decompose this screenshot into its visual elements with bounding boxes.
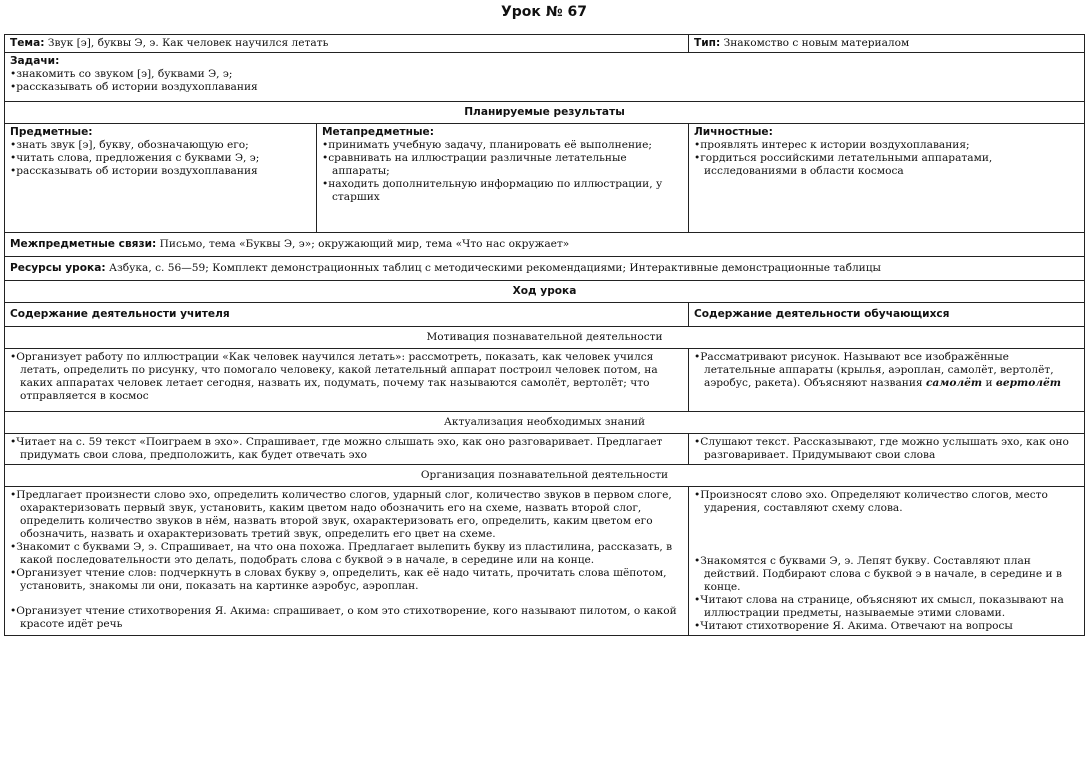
topic-value: Звук [э], буквы Э, э. Как человек научился летать [47,37,329,49]
students-activity-text: Рассматривают рисунок. Называют все изображённые летательные аппараты (крылья, аэроплан, самолёт, вертолёт, аэробус, ракета). Объясняют названия [700,351,1054,389]
stage-content-row [5,487,1085,636]
course-columns-row [5,303,1085,327]
topic-cell [5,35,689,53]
result-item: • сравнивать на иллюстрации различные летательные аппараты; [322,152,683,178]
personal-results-list [694,139,1079,178]
meta-results-cell [317,124,689,233]
students-activity-item: • Произносят слово эхо. Определяют количество слогов, место ударения, составляют схему слова. [694,489,1079,515]
result-item: • проявлять интерес к истории воздухоплавания; [694,139,1079,152]
students-activity-list [694,351,1079,390]
teacher-activity-cell [5,487,689,636]
students-activity-item: • Слушают текст. Рассказывают, где можно услышать эхо, как оно разговаривает. Придумывают свои слова [694,436,1079,462]
subject-results-cell [5,124,317,233]
result-item: • находить дополнительную информацию по иллюстрации, у старших [322,178,683,204]
tasks-list [10,68,1079,94]
interdisciplinary-row [5,233,1085,257]
teacher-activity-item: • Предлагает произнести слово эхо, определить количество слогов, ударный слог, количество звуков в первом слоге, охарактеризовать первый звук, установить, каким цветом надо обозначить его на схеме, назвать второй слог, определить количество звуков в нём, назвать второй звук, охарактеризовать его, определить, каким цветом его обозначить, назвать и охарактеризовать третий звук, определить его цвет на схеме. [10,489,683,541]
students-activity-item: • Читают слова на странице, объясняют их смысл, показывают на иллюстрации предметы, называемые этими словами. [694,594,1079,620]
students-activity-cell [689,434,1085,465]
students-activity-list [694,489,1079,633]
students-activity-item: • Знакомятся с буквами Э, э. Лепят букву. Составляют план действий. Подбирают слова с буквой э в начале, в середине и в конце. [694,555,1079,594]
stage-title: Мотивация познавательной деятельности [5,327,1085,349]
stage-title: Актуализация необходимых знаний [5,412,1085,434]
result-item: • знать звук [э], букву, обозначающую его; [10,139,311,152]
stage-content-row [5,434,1085,465]
resources-cell [5,257,1085,281]
conjunction-text: и [985,377,993,389]
stage-title-row [5,327,1085,349]
students-activity-cell [689,349,1085,412]
result-item: • рассказывать об истории воздухоплавания [10,165,311,178]
stage-title-row [5,412,1085,434]
teacher-activity-item: • Знакомит с буквами Э, э. Спрашивает, на что она похожа. Предлагает вылепить букву из пластилина, рассказать, в какой последовательности это делать, подобрать слова с буквой э в начале, в середине или на конце. [10,541,683,567]
subject-results-list [10,139,311,178]
planned-results-row [5,124,1085,233]
lesson-table [4,34,1085,636]
teacher-activity-cell [5,434,689,465]
teacher-column-header: Содержание деятельности учителя [5,303,689,327]
tasks-label: Задачи: [10,55,60,67]
topic-row [5,35,1085,53]
teacher-activity-list [10,436,683,462]
teacher-activity-item: • Читает на с. 59 текст «Поиграем в эхо». Спрашивает, где можно слышать эхо, как оно разговаривает. Предлагает придумать свои слова, предположить, как будет отвечать эхо [10,436,683,462]
stage-title-row [5,465,1085,487]
students-activity-item [694,351,1079,390]
task-item: • знакомить со звуком [э], буквами Э, э; [10,68,1079,81]
tasks-row [5,53,1085,102]
course-header: Ход урока [5,281,1085,303]
course-header-row [5,281,1085,303]
teacher-activity-list [10,351,683,403]
planned-results-header: Планируемые результаты [5,102,1085,124]
type-label: Тип: [694,37,721,49]
result-item: • принимать учебную задачу, планировать её выполнение; [322,139,683,152]
type-cell [689,35,1085,53]
page-title: Урок № 67 [500,4,587,20]
planned-results-header-row [5,102,1085,124]
topic-label: Тема: [10,37,45,49]
students-column-header: Содержание деятельности обучающихся [689,303,1085,327]
teacher-activity-list [10,489,683,631]
interdisciplinary-label: Межпредметные связи: [10,238,157,250]
resources-row [5,257,1085,281]
subject-results-label: Предметные: [10,126,93,138]
students-activity-list [694,436,1079,462]
resources-label: Ресурсы урока: [10,262,106,274]
meta-results-label: Метапредметные: [322,126,434,138]
interdisciplinary-cell [5,233,1085,257]
resources-value: Азбука, с. 56—59; Комплект демонстрационных таблиц с методическими рекомендациями; Интерактивные демонстрационные таблицы [108,262,881,274]
teacher-activity-item: • Организует чтение стихотворения Я. Акима: спрашивает, о ком это стихотворение, кого называют пилотом, о какой красоте идёт речь [10,605,683,631]
stage-title: Организация познавательной деятельности [5,465,1085,487]
personal-results-cell [689,124,1085,233]
type-value: Знакомство с новым материалом [723,37,910,49]
task-item: • рассказывать об истории воздухоплавания [10,81,1079,94]
meta-results-list [322,139,683,204]
students-activity-cell [689,487,1085,636]
stage-content-row [5,349,1085,412]
teacher-activity-cell [5,349,689,412]
interdisciplinary-value: Письмо, тема «Буквы Э, э»; окружающий мир, тема «Что нас окружает» [159,238,570,250]
tasks-cell [5,53,1085,102]
personal-results-label: Личностные: [694,126,773,138]
teacher-activity-item: • Организует чтение слов: подчеркнуть в словах букву э, определить, как её надо читать, прочитать слова шёпотом, установить, знакомы ли они, показать на картинке аэробус, аэроплан. [10,567,683,593]
result-item: • читать слова, предложения с буквами Э, э; [10,152,311,165]
term-vertolet: вертолёт [995,377,1062,389]
students-activity-item: • Читают стихотворение Я. Акима. Отвечают на вопросы [694,620,1079,633]
result-item: • гордиться российскими летательными аппаратами, исследованиями в области космоса [694,152,1079,178]
teacher-activity-item: • Организует работу по иллюстрации «Как человек научился летать»: рассмотреть, показать, как человек учился летать, определить по рисунку, что помогало человеку, какой летательный аппарат построил человек потом, на каких аппаратах человек летает сегодня, назвать их, подумать, почему так называются самолёт, вертолёт; что отправляется в космос [10,351,683,403]
term-samolet: самолёт [925,377,983,389]
